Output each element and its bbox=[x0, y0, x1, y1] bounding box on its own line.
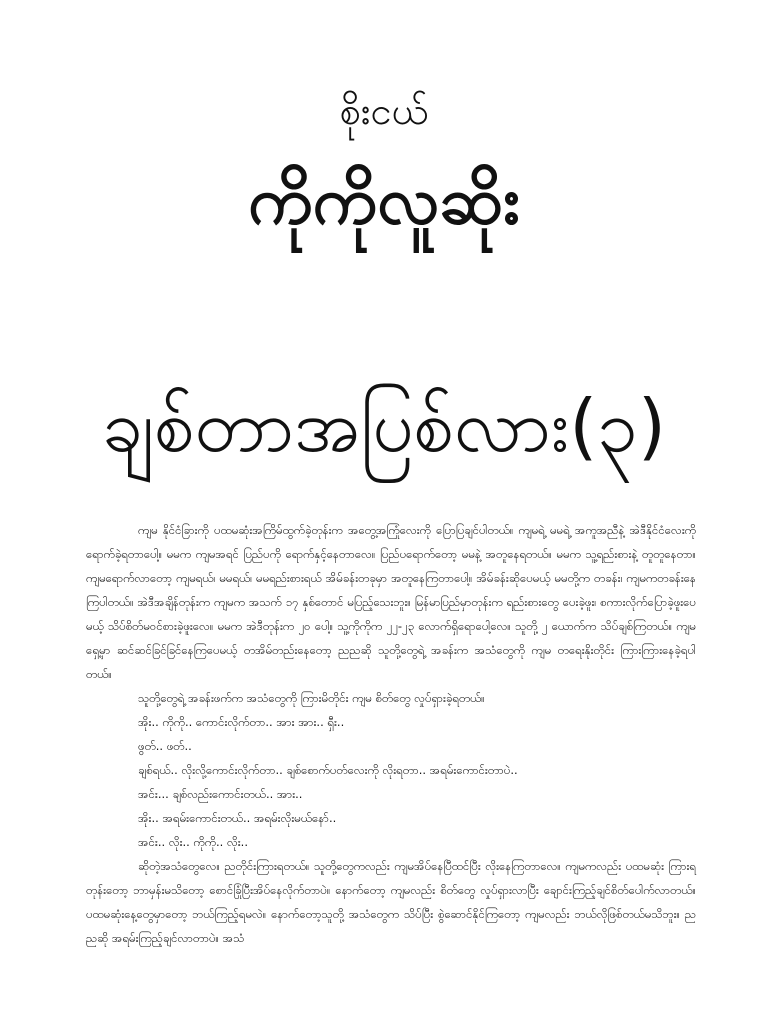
paragraph-continuation: ဆိုတဲ့အသံတွေလေ။ ညတိုင်းကြားရတယ်။ သူတို့တွေကလည်း ကျမအိပ်နေပြီထင်ပြီး လိုးနေကြတာလေ။ ကျမကလည်း ပထမဆုံး ကြားရတုန်းတော့ ဘာမှန်းမသိတော့ စောင်ခြုံပြီးအိပ်နေလိုက်တာပဲ။ နောက်တော့ ကျမလည်း စိတ်တွေ လှုပ်ရှားလာပြီး ချောင်းကြည့်ချင်စိတ်ပေါက်လာတယ်။ ပထမဆုံးနေ့တွေမှာတော့ ဘယ်ကြည့်ရမလဲ။ နောက်တော့သူတို့ အသံတွေက သိပ်ပြီး စွဲဆောင်နိုင်ကြတော့ ကျမလည်း ဘယ်လိုဖြစ်တယ်မသိဘူး။ ညညဆို အရမ်းကြည့်ချင်လာတာပဲ။ အသံ bbox=[86, 859, 696, 945]
dialogue-line: ချစ်ရယ်.. လိုးလို့ကောင်းလိုက်တာ.. ချစ်စောက်ပတ်လေးကို လိုးရတာ.. အရမ်းကောင်းတာပဲ.. bbox=[138, 763, 518, 777]
pen-name: ကိုကိုလူဆိုး bbox=[248, 162, 520, 239]
dialogue-line: အိုး.. အရမ်းကောင်းတယ်.. အရမ်းလိုးမယ်နော်.. bbox=[138, 811, 337, 825]
dialogue-line: ဖွတ်.. ဖတ်.. bbox=[138, 739, 192, 753]
story-title: ချစ်တာအပြစ်လား(၃) bbox=[102, 384, 666, 468]
paragraph-intro: ကျမ နိုင်ငံခြားကို ပထမဆုံးအကြိမ်ထွက်ခဲ့တုန်းက အတွေ့အကြုံလေးကို ပြောပြချင်ပါတယ်။ ကျမရဲ့ မမရဲ့ အကူအညီနဲ့ အဲဒီနိုင်ငံလေးကိုရောက်ခဲ့ရတာပေါ့။ မမက ကျမအရင် ပြည်ပကို ရောက်နှင့်နေတာလေ။ ပြည်ပရောက်တော့ မမနဲ့ အတူနေရတယ်။ မမက သူ့ရည်းစားနဲ့ တူတူနေတာ။ ကျမရောက်လာတော့ ကျမရယ်၊ မမရယ်၊ မမရည်းစားရယ် အိမ်ခန်းတခုမှာ အတူနေကြတာပေါ့။ အိမ်ခန်းဆိုပေမယ့် မမတို့က တခန်း၊ ကျမကတခန်းနေကြပါတယ်။ အဲဒီအချိန်တုန်းက ကျမက အသက် ၁၇ နှစ်တောင် မပြည့်သေးဘူး။ မြန်မာပြည်မှာတုန်းက ရည်းစားတွေ ပေးခဲ့ဖူး၊ စကားလိုက်ပြောခဲ့ဖူးပေမယ့် သိပ်စိတ်မဝင်စားခဲ့ဖူးလေ။ မမက အဲဒီတုန်းက ၂၀ ပေါ့။ သူ့ကိုကိုက ၂၂-၂၃ လောက်ရှိရောပေါ့လေ။ သူတို့ ၂ ယောက်က သိပ်ချစ်ကြတယ်။ ကျမရှေ့မှာ ဆင်ဆင်ခြင်ခြင်နေကြပေမယ့် တအိမ်တည်းနေတော့ ညညဆို သူတို့တွေရဲ့ အခန်းက အသံတွေကို ကျမ တရေးနိုးတိုင်း ကြားကြားနေခဲ့ရပါတယ်။ bbox=[86, 523, 696, 681]
author-name: စိုးငယ် bbox=[339, 89, 429, 133]
story-body bbox=[86, 518, 696, 950]
dialogue-line: အိုး.. ကိုကို.. ကောင်းလိုက်တာ.. အား အား.. ရှီး.. bbox=[138, 715, 345, 729]
dialogue-line: အင်း.. လိုး.. ကိုကို.. လိုး.. bbox=[138, 835, 248, 849]
paragraph-sounds: သူတို့တွေရဲ့ အခန်းဖက်က အသံတွေကို ကြားမိတိုင်း ကျမ စိတ်တွေ လှုပ်ရှားခဲ့ရတယ်။ bbox=[138, 691, 485, 705]
dialogue-line: အင်း... ချစ်လည်းကောင်းတယ်.. အား.. bbox=[138, 787, 303, 801]
